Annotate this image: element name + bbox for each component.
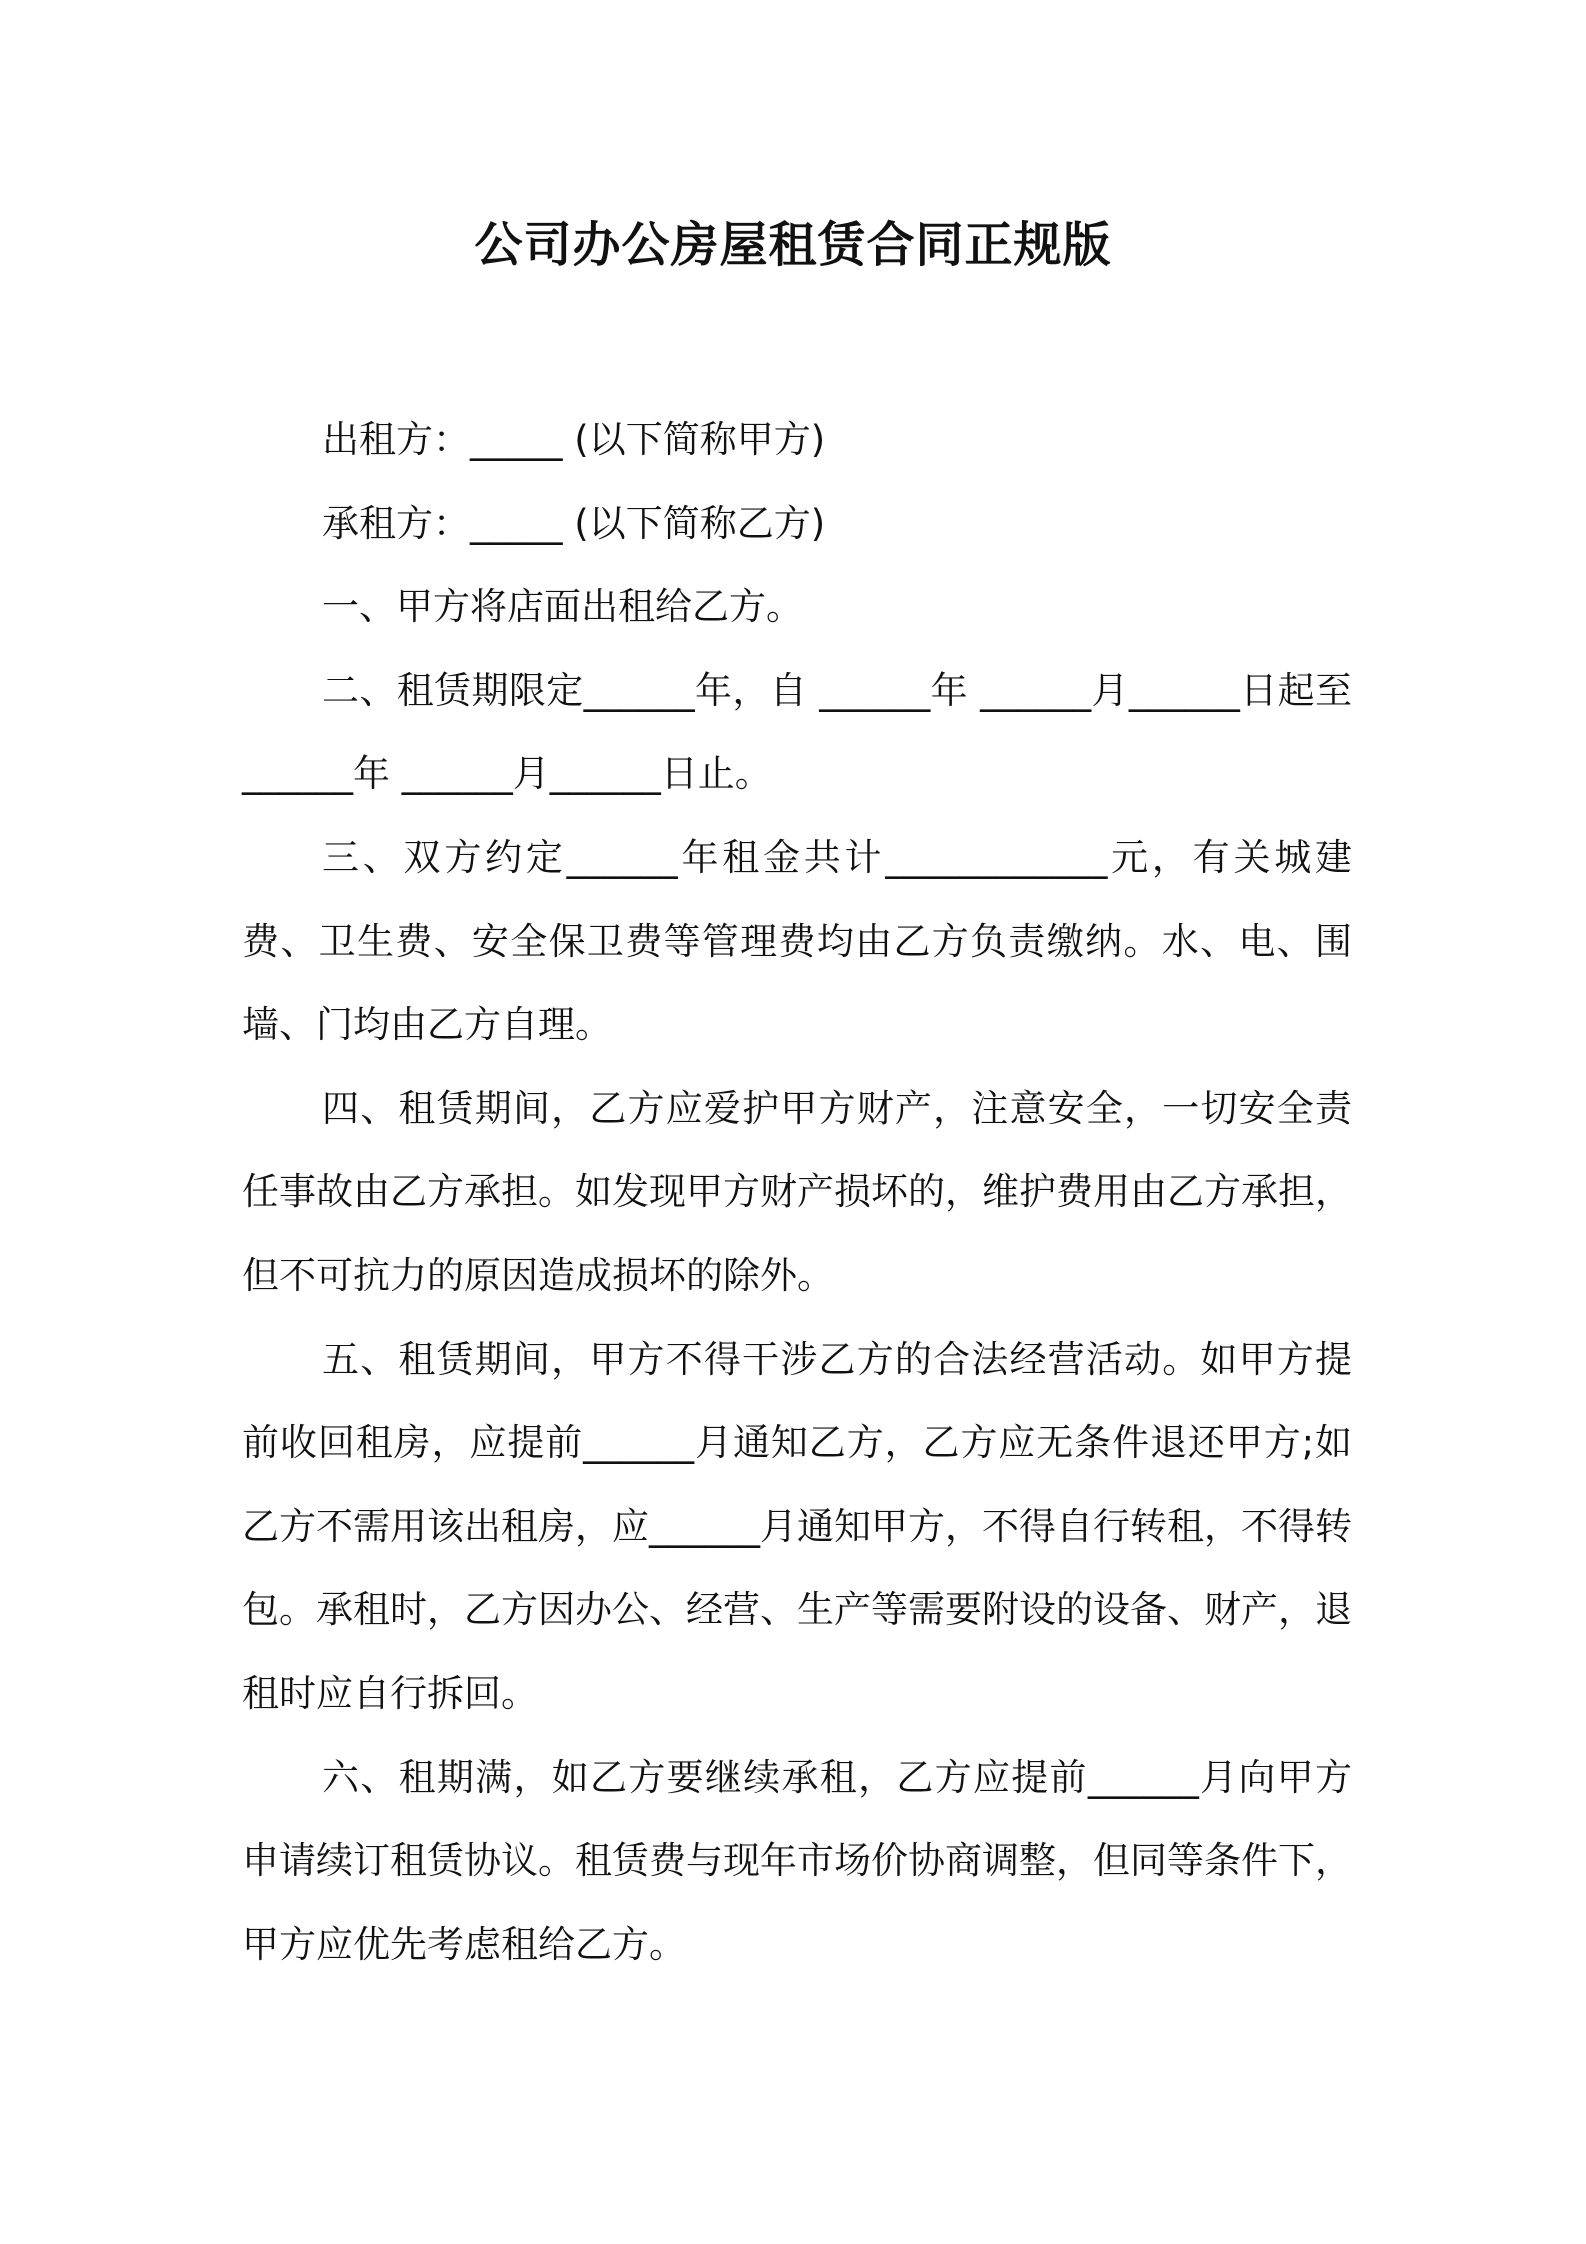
document-title: 公司办公房屋租赁合同正规版 bbox=[474, 217, 1112, 273]
lessor-line: 出租方：_____ (以下简称甲方) bbox=[322, 418, 826, 461]
document-body bbox=[242, 398, 1352, 1986]
clause-5: 五、租赁期间，甲方不得干涉乙方的合法经营活动。如甲方提前收回租房，应提前______月通知乙方，乙方应无条件退还甲方;如乙方不需用该出租房，应______月通知甲方，不得自行转租，不得转包。承租时，乙方因办公、经营、生产等需要附设的设备、财产，退租时应自行拆回。 bbox=[242, 1337, 1352, 1715]
clause-1: 一、甲方将店面出租给乙方。 bbox=[322, 585, 803, 629]
clause-3: 三、双方约定______年租金共计____________元，有关城建费、卫生费、安全保卫费等管理费均由乙方负责缴纳。水、电、围墙、门均由乙方自理。 bbox=[242, 835, 1352, 1047]
clause-2: 二、租赁期限定______年，自 ______年 ______月______日起至 ______年 ______月______日止。 bbox=[242, 668, 1352, 796]
clause-6: 六、租期满，如乙方要继续承租，乙方应提前______月向甲方申请续订租赁协议。租赁费与现年市场价协商调整，但同等条件下，甲方应优先考虑租给乙方。 bbox=[242, 1755, 1352, 1966]
lessee-line: 承租方：_____ (以下简称乙方) bbox=[322, 501, 826, 545]
clause-4: 四、租赁期间，乙方应爱护甲方财产，注意安全，一切安全责任事故由乙方承担。如发现甲方财产损坏的，维护费用由乙方承担，但不可抗力的原因造成损坏的除外。 bbox=[242, 1086, 1352, 1297]
